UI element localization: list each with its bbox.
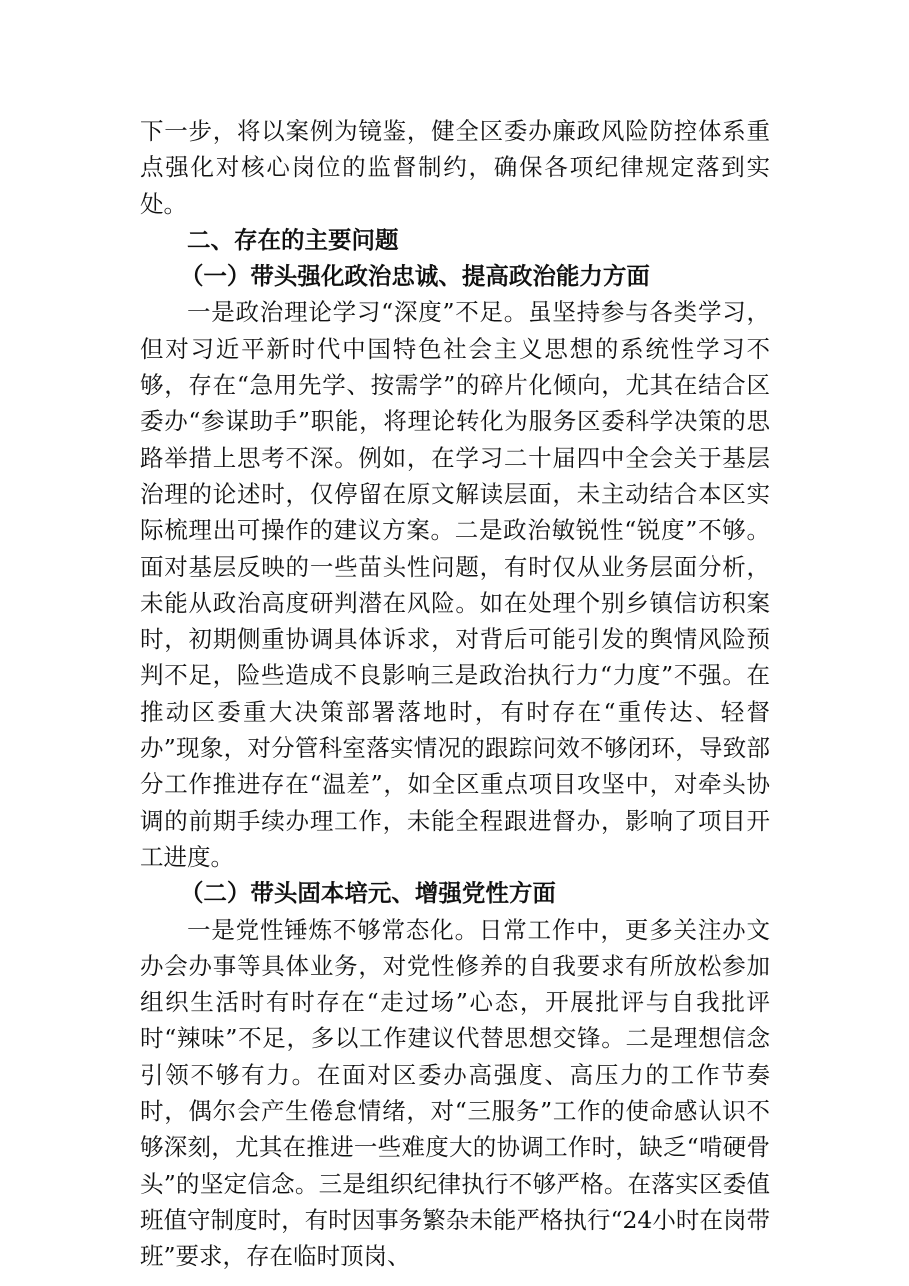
paragraph-party-spirit: 一是党性锤炼不够常态化。日常工作中，更多关注办文办会办事等具体业务，对党性修养的自我要求有所放松参加组织生活时有时存在“走过场”心态，开展批评与自我批评时“辣味”不足，多以工作建议代替思想交锋。二是理想信念引领不够有力。在面对区委办高强度、高压力的工作节奏时，偶尔会产生倦怠情绪，对“三服务”工作的使命感认识不够深刻，尤其在推进一些难度大的协调工作时，缺乏“啃硬骨头”的坚定信念。三是组织纪律执行不够严格。在落实区委值班值守制度时，有时因事务繁杂未能严格执行“24小时在岗带班”要求，存在临时顶岗、 [140, 915, 770, 1271]
document-body [140, 113, 770, 1275]
subheading-party-spirit: （二）带头固本培元、增强党性方面 [179, 879, 556, 908]
paragraph-political-ability: 一是政治理论学习“深度”不足。虽坚持参与各类学习，但对习近平新时代中国特色社会主义思想的系统性学习不够，存在“急用先学、按需学”的碎片化倾向，尤其在结合区委办“参谋助手”职能，将理论转化为服务区委科学决策的思路举措上思考不深。例如，在学习二十届四中全会关于基层治理的论述时，仅停留在原文解读层面，未主动结合本区实际梳理出可操作的建议方案。二是政治敏锐性“锐度”不够。面对基层反映的一些苗头性问题，有时仅从业务层面分析，未能从政治高度研判潜在风险。如在处理个别乡镇信访积案时，初期侧重协调具体诉求，对背后可能引发的舆情风险预判不足，险些造成不良影响三是政治执行力“力度”不强。在推动区委重大决策部署落地时，有时存在“重传达、轻督办”现象，对分管科室落实情况的跟踪问效不够闭环，导致部分工作推进存在“温差”，如全区重点项目攻坚中，对牵头协调的前期手续办理工作，未能全程跟进督办，影响了项目开工进度。 [140, 298, 770, 871]
paragraph-intro: 下一步，将以案例为镜鉴，健全区委办廉政风险防控体系重点强化对核心岗位的监督制约，确保各项纪律规定落到实处。 [140, 117, 770, 218]
subheading-political-loyalty: （一）带头强化政治忠诚、提高政治能力方面 [179, 262, 650, 291]
section-heading-main-problems: 二、存在的主要问题 [187, 225, 399, 254]
